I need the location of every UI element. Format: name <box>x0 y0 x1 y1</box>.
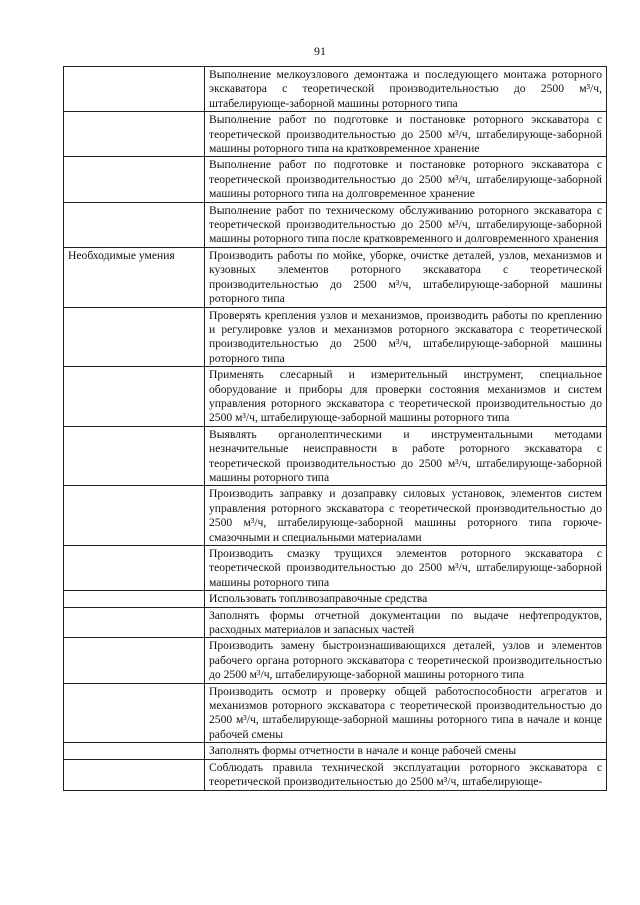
row-label-cell <box>64 546 205 591</box>
row-label-cell <box>64 683 205 743</box>
table-row <box>64 591 607 607</box>
row-label-cell <box>64 607 205 638</box>
row-label-cell <box>64 638 205 683</box>
row-label-cell <box>64 486 205 546</box>
row-text-cell: Производить осмотр и проверку общей работоспособности агрегатов и механизмов роторного экскаватора с теоретической производительностью до 2500 м³/ч, штабелирующе-заборной машины роторного типа в начале и конце рабочей смены <box>205 683 607 743</box>
row-text-cell: Производить заправку и дозаправку силовых установок, элементов систем управления роторного экскаватора с теоретической производительностью до 2500 м³/ч, штабелирующе-заборной машины роторного типа горюче-смазочными и специальными материалами <box>205 486 607 546</box>
row-label-cell <box>64 367 205 427</box>
row-text-cell: Заполнять формы отчетной документации по выдаче нефтепродуктов, расходных материалов и запасных частей <box>205 607 607 638</box>
competency-table <box>63 66 607 791</box>
row-label-cell <box>64 743 205 759</box>
table-row <box>64 307 607 367</box>
table-row <box>64 486 607 546</box>
row-text-cell: Выполнение работ по техническому обслуживанию роторного экскаватора с теоретической производительностью до 2500 м³/ч, штабелирующе-заборной машины роторного типа после кратковременного и долговременного хранения <box>205 202 607 247</box>
row-text-cell: Использовать топливозаправочные средства <box>205 591 607 607</box>
row-text-cell: Выполнение работ по подготовке и постановке роторного экскаватора с теоретической производительностью до 2500 м³/ч, штабелирующе-заборной машины роторного типа на кратковременное хранение <box>205 112 607 157</box>
table-row <box>64 607 607 638</box>
table-row <box>64 202 607 247</box>
row-text-cell: Производить работы по мойке, уборке, очистке деталей, узлов, механизмов и кузовных элементов роторного экскаватора с теоретической производительностью до 2500 м³/ч, штабелирующе-заборной машины роторного типа <box>205 247 607 307</box>
row-label-cell <box>64 157 205 202</box>
table-row <box>64 546 607 591</box>
row-text-cell: Выполнение работ по подготовке и постановке роторного экскаватора с теоретической производительностью до 2500 м³/ч, штабелирующе-заборной машины роторного типа на долговременное хранение <box>205 157 607 202</box>
row-text-cell: Применять слесарный и измерительный инструмент, специальное оборудование и приборы для проверки состояния механизмов и систем управления роторного экскаватора с теоретической производительностью до 2500 м³/ч, штабелирующе-заборной машины роторного типа <box>205 367 607 427</box>
row-text-cell: Проверять крепления узлов и механизмов, производить работы по креплению и регулировке узлов и механизмов роторного экскаватора с теоретической производительностью до 2500 м³/ч, штабелирующе-заборной машины роторного типа <box>205 307 607 367</box>
row-text-cell: Выполнение мелкоузлового демонтажа и последующего монтажа роторного экскаватора с теоретической производительностью до 2500 м³/ч, штабелирующе-заборной машины роторного типа <box>205 67 607 112</box>
table-row <box>64 426 607 486</box>
row-label-cell <box>64 591 205 607</box>
row-label-cell <box>64 202 205 247</box>
table-row <box>64 157 607 202</box>
table-row <box>64 683 607 743</box>
row-text-cell: Выявлять органолептическими и инструментальными методами незначительные неисправности в работе роторного экскаватора с теоретической производительностью до 2500 м³/ч, штабелирующе-заборной машины роторного типа <box>205 426 607 486</box>
table-row <box>64 743 607 759</box>
table-row <box>64 247 607 307</box>
row-label-cell <box>64 307 205 367</box>
row-text-cell: Производить смазку трущихся элементов роторного экскаватора с теоретической производительностью до 2500 м³/ч, штабелирующе-заборной машины роторного типа <box>205 546 607 591</box>
row-text-cell: Соблюдать правила технической эксплуатации роторного экскаватора с теоретической производительностью до 2500 м³/ч, штабелирующе- <box>205 759 607 790</box>
row-label-cell <box>64 112 205 157</box>
row-label-cell <box>64 67 205 112</box>
page-number: 91 <box>314 44 326 58</box>
table-row <box>64 367 607 427</box>
row-label-cell: Необходимые умения <box>64 247 205 307</box>
table-row <box>64 638 607 683</box>
row-text-cell: Производить замену быстроизнашивающихся деталей, узлов и элементов рабочего органа роторного экскаватора с теоретической производительностью до 2500 м³/ч, штабелирующе-заборной машины роторного типа <box>205 638 607 683</box>
row-label-cell <box>64 759 205 790</box>
row-text-cell: Заполнять формы отчетности в начале и конце рабочей смены <box>205 743 607 759</box>
table-row <box>64 112 607 157</box>
table-row <box>64 67 607 112</box>
table-row <box>64 759 607 790</box>
row-label-cell <box>64 426 205 486</box>
